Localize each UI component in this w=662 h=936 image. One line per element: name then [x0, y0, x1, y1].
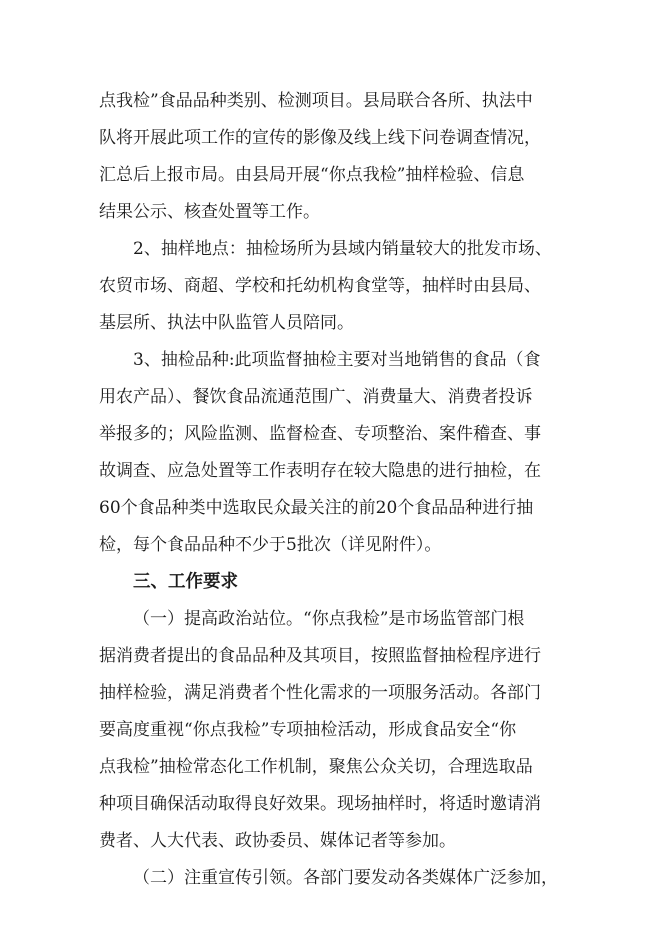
para4-line7: 费者、人大代表、政协委员、媒体记者等参加。	[99, 831, 456, 851]
para3-line6: 检，每个食品品种不少于5批次（详见附件）。	[99, 535, 442, 555]
para4-line2: 据消费者提出的食品品种及其项目，按照监督抽检程序进行	[99, 646, 541, 666]
para3-line5: 60个食品种类中选取民众最关注的前20个食品品种进行抽	[99, 498, 534, 518]
para3-line4: 故调查、应急处置等工作表明存在较大隐患的进行抽检，在	[99, 461, 541, 481]
para2-line3: 基层所、执法中队监管人员陪同。	[99, 313, 354, 333]
para4-line6: 种项目确保活动取得良好效果。现场抽样时，将适时邀请消	[99, 794, 541, 814]
para4-line1: （一）提高政治站位。“你点我检”是市场监管部门根	[133, 609, 525, 629]
para1-line3: 汇总后上报市局。由县局开展“你点我检”抽样检验、信息	[99, 165, 525, 185]
para5-line1: （二）注重宣传引领。各部门要发动各类媒体广泛参加，	[133, 868, 558, 888]
section-heading: 三、工作要求	[133, 572, 238, 592]
para1-line1: 点我检”食品品种类别、检测项目。县局联合各所、执法中	[99, 91, 533, 111]
para1-line2: 队将开展此项工作的宣传的影像及线上线下问卷调查情况，	[99, 128, 541, 148]
para3-line2: 用农产品）、餐饮食品流通范围广、消费量大、消费者投诉	[99, 387, 533, 407]
para2-line2: 农贸市场、商超、学校和托幼机构食堂等，抽样时由县局、	[99, 276, 541, 296]
para2-line1: 2、抽样地点：抽检场所为县域内销量较大的批发市场、	[133, 239, 552, 259]
para3-line1: 3、抽检品种:此项监督抽检主要对当地销售的食品（食	[133, 350, 541, 370]
para4-line4: 要高度重视“你点我检”专项抽检活动，形成食品安全“你	[99, 720, 517, 740]
para4-line5: 点我检”抽检常态化工作机制，聚焦公众关切，合理选取品	[99, 757, 533, 777]
para1-line4: 结果公示、核查处置等工作。	[99, 202, 320, 222]
para4-line3: 抽样检验，满足消费者个性化需求的一项服务活动。各部门	[99, 683, 541, 703]
para3-line3: 举报多的；风险监测、监督检查、专项整治、案件稽查、事	[99, 424, 541, 444]
